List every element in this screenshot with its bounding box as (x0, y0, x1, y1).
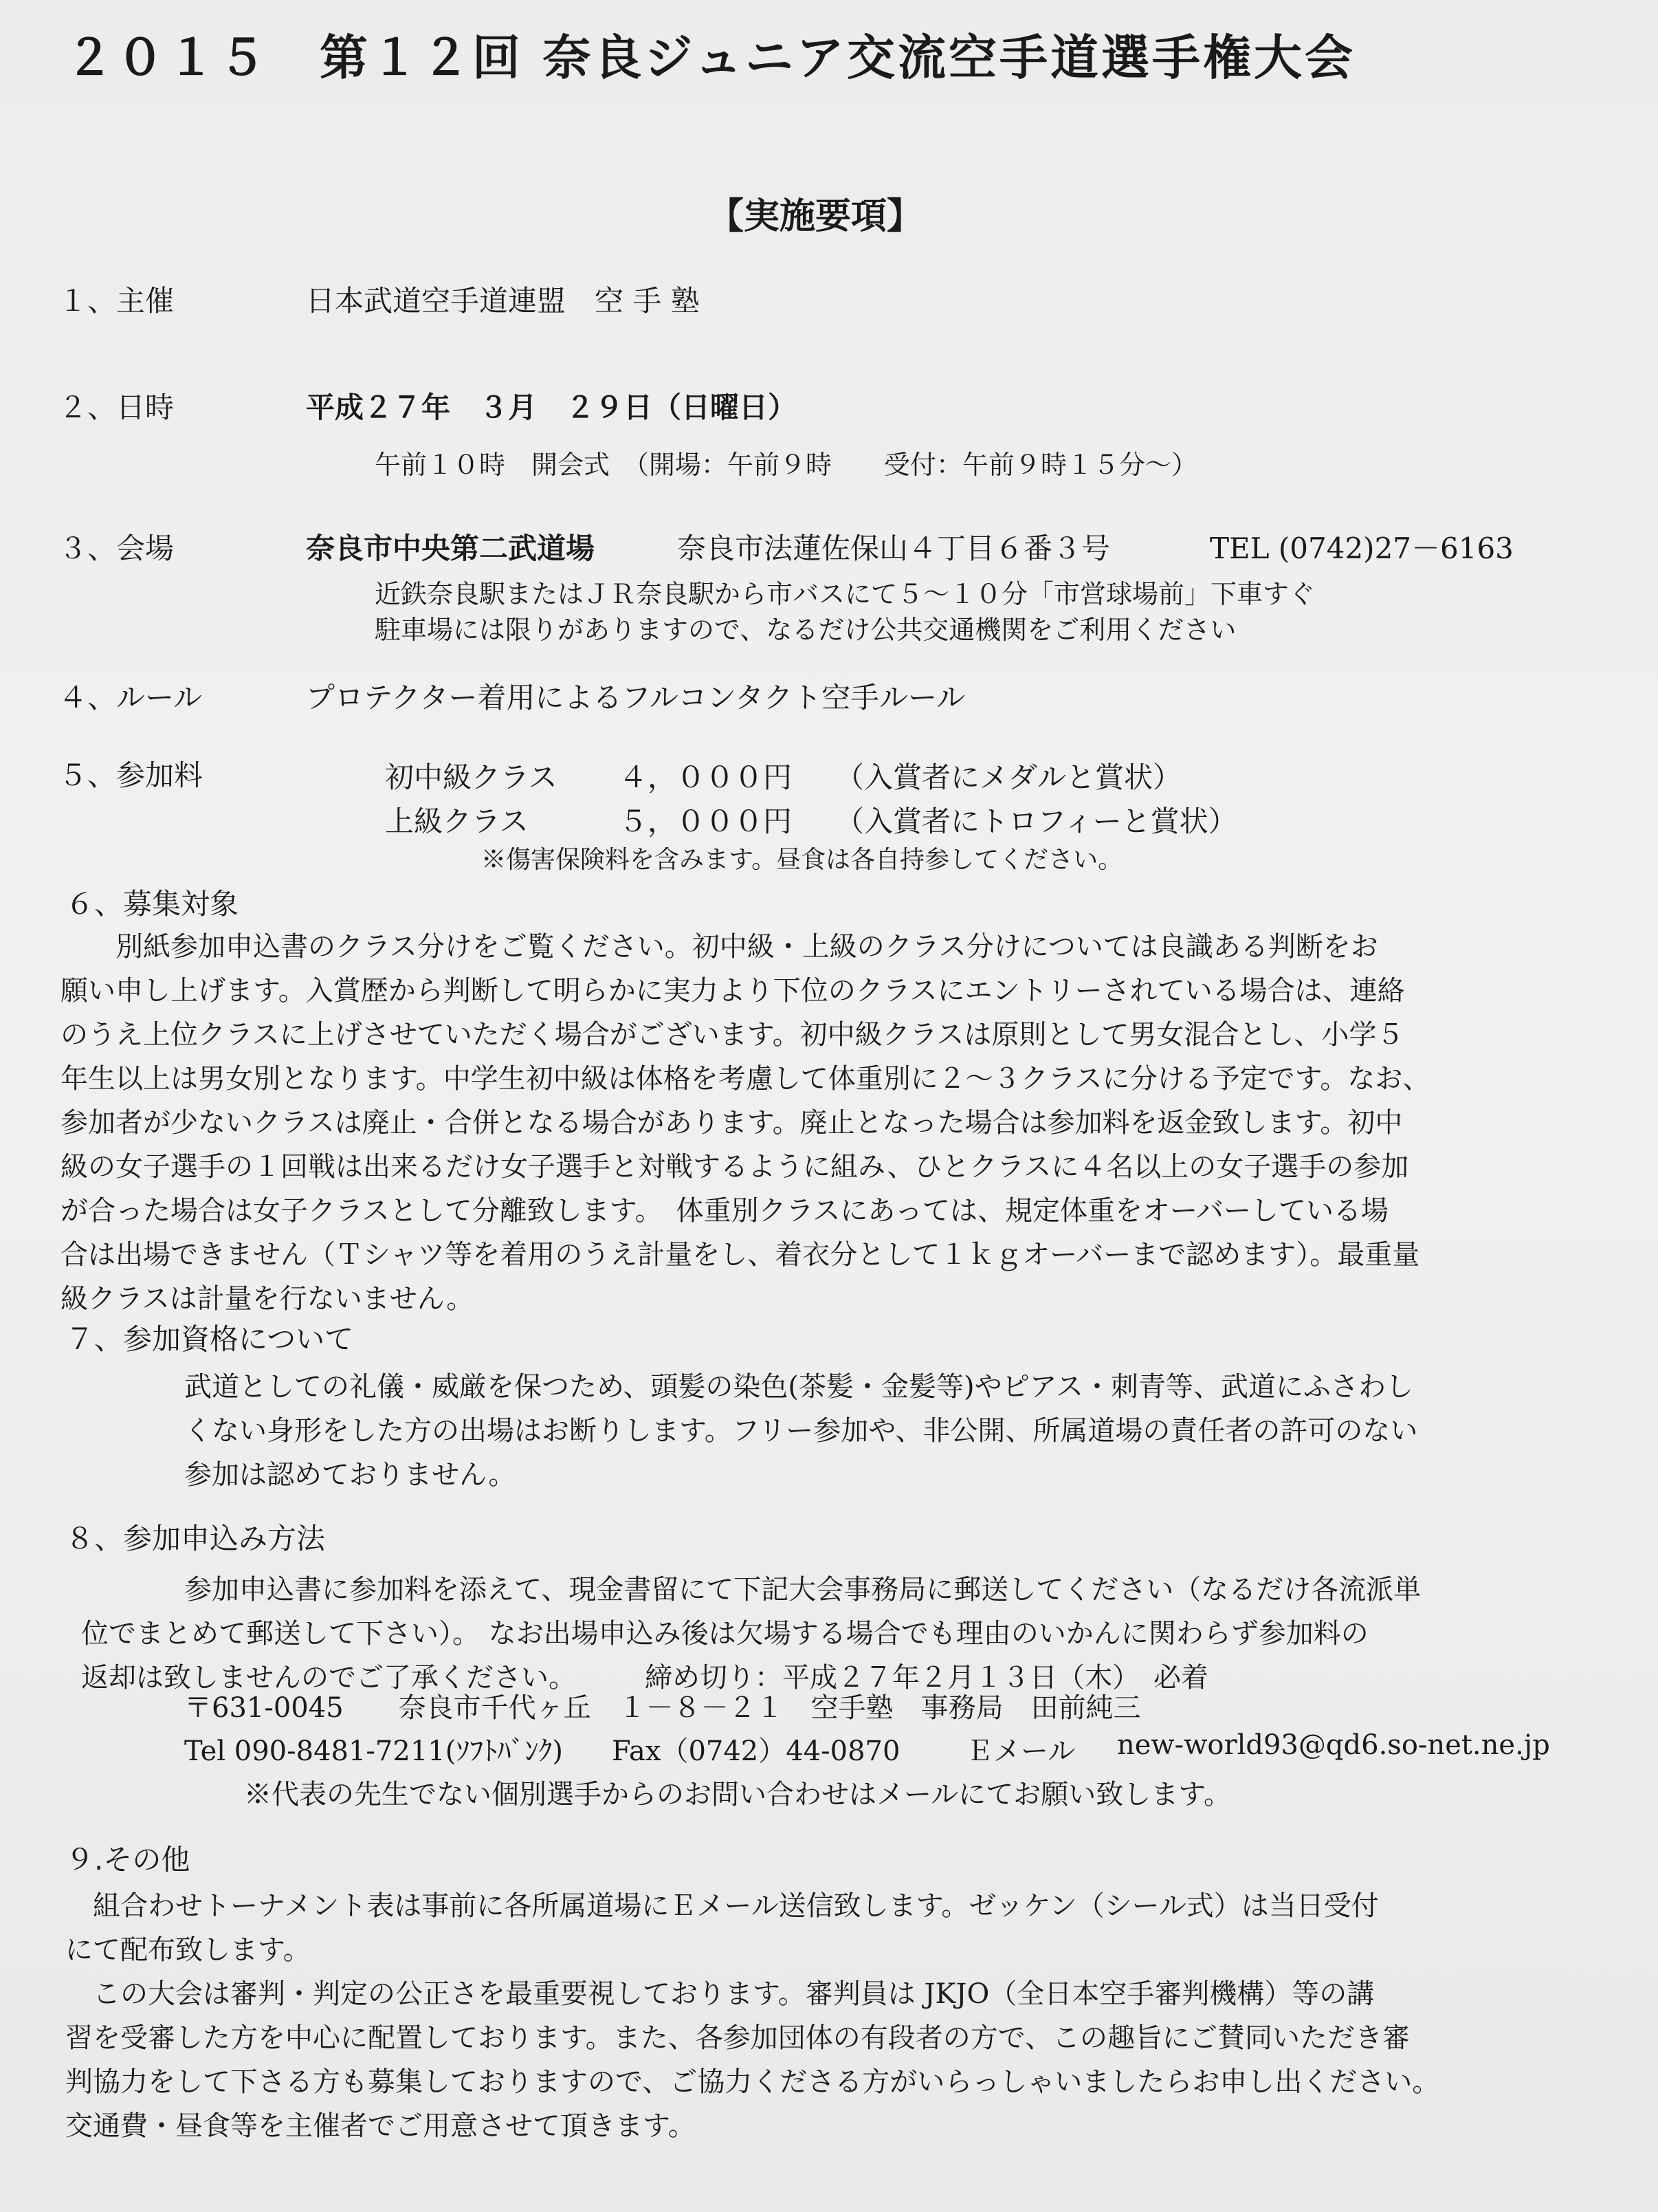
section-7-line: 参加は認めておりません。 (184, 1459, 516, 1491)
section-7-label: ７、参加資格について (65, 1322, 354, 1356)
section-8-line: 参加申込書に参加料を添えて、現金書留にて下記大会事務局に郵送してください（なるだけ各流派単 (184, 1574, 1422, 1606)
section-3-label: ３、会場 (58, 532, 175, 565)
venue-access: 近鉄奈良駅またはＪＲ奈良駅から市バスにて５～１０分「市営球場前」下車すぐ (375, 579, 1316, 609)
fee-amount-2: ５，０００円 (619, 804, 793, 838)
section-7-line: くない身形をした方の出場はお断りします。フリー参加や、非公開、所属道場の責任者の許可のない (184, 1415, 1418, 1447)
event-date: 平成２７年 ３月 ２９日（日曜日） (306, 391, 797, 424)
section-7-line: 武道としての礼儀・威厳を保つため、頭髪の染色(茶髪・金髪等)やピアス・刺青等、武道にふさわし (184, 1371, 1414, 1403)
section-8-label: ８、参加申込み方法 (65, 1522, 326, 1555)
section-8-line: 位でまとめて郵送して下さい）。 なお出場申込み後は欠場する場合でも理由のいかんに関わらず参加料の (81, 1618, 1369, 1650)
section-9-line: 組合わせトーナメント表は事前に各所属道場にＥメール送信致します。ゼッケン（シール式）は当日受付 (65, 1890, 1379, 1922)
organizer: 日本武道空手道連盟 空 手 塾 (306, 284, 700, 318)
office-email[interactable]: new-world93@qd6.so-net.ne.jp (1117, 1729, 1550, 1761)
section-8-line: 返却は致しませんのでご了承ください。 締め切り：平成２７年２月１３日（木） 必着 (81, 1662, 1208, 1694)
venue-name: 奈良市中央第二武道場 (306, 532, 595, 565)
section-6-line: のうえ上位クラスに上げさせていただく場合がございます。初中級クラスは原則として男女混合とし、小学５ (60, 1019, 1404, 1051)
section-5-label: ５、参加料 (58, 758, 203, 792)
document-subtitle: 【実施要項】 (708, 196, 923, 237)
section-6-line: 級の女子選手の１回戦は出来るだけ女子選手と対戦するように組み、ひとクラスに４名以上の女子選手の参加 (60, 1151, 1409, 1183)
section-9-label: ９.その他 (65, 1843, 190, 1876)
inquiry-note: ※代表の先生でない個別選手からのお問い合わせはメールにてお願い致します。 (244, 1779, 1231, 1810)
section-9-line: にて配布致します。 (65, 1934, 311, 1966)
section-6-line: 参加者が少ないクラスは廃止・合併となる場合があります。廃止となった場合は参加料を返金致します。初中 (60, 1107, 1403, 1139)
section-9-line: 判協力をして下さる方も募集しておりますので、ご協力くださる方がいらっしゃいましたらお申し出ください。 (65, 2066, 1440, 2098)
fee-note-1: （入賞者にメダルと賞状） (835, 760, 1182, 794)
fee-class-2: 上級クラス (385, 804, 529, 838)
section-6-line: 願い申し上げます。入賞歴から判断して明らかに実力より下位のクラスにエントリーされている場合は、連絡 (60, 975, 1405, 1007)
rules: プロテクター着用によるフルコンタクト空手ルール (306, 681, 966, 714)
fee-insurance-note: ※傷害保険料を含みます。昼食は各自持参してください。 (481, 846, 1123, 874)
venue-address: 奈良市法蓮佐保山４丁目６番３号 (677, 532, 1111, 565)
section-6-line: が合った場合は女子クラスとして分離致します。 体重別クラスにあっては、規定体重をオーバーしている場 (60, 1195, 1389, 1227)
section-9-line: この大会は審判・判定の公正さを最重要視しております。審判員は JKJO（全日本空手審判機構）等の講 (65, 1978, 1375, 2010)
fee-class-1: 初中級クラス (385, 760, 557, 794)
section-6-body (60, 925, 1430, 1321)
document-title: ２０１５ 第１２回 奈良ジュニア交流空手道選手権大会 (65, 30, 1356, 86)
section-9-body (65, 1884, 1439, 2148)
office-fax: Fax（0742）44-0870 (612, 1735, 900, 1767)
office-tel: Tel 090-8481-7211(ｿﾌﾄﾊﾞﾝｸ) (184, 1735, 563, 1767)
fee-amount-1: ４，０００円 (619, 760, 793, 794)
section-9-line: 交通費・昼食等を主催者でご用意させて頂きます。 (65, 2110, 696, 2142)
section-1-label: １、主催 (58, 284, 175, 318)
section-4-label: ４、ルール (58, 681, 203, 714)
section-6-line: 合は出場できません（Ｔシャツ等を着用のうえ計量をし、着衣分として１ｋｇオーバーまで認めます）。最重量 (60, 1239, 1420, 1271)
section-6-line: 別紙参加申込書のクラス分けをご覧ください。初中級・上級のクラス分けについては良識ある判断をお (60, 931, 1378, 963)
section-6-line: 級クラスは計量を行ないません。 (60, 1283, 474, 1315)
section-9-line: 習を受審した方を中心に配置しております。また、各参加団体の有段者の方で、この趣旨にご賛同いただき審 (65, 2022, 1410, 2054)
venue-tel: TEL (0742)27－6163 (1210, 532, 1514, 565)
section-6-line: 年生以上は男女別となります。中学生初中級は体格を考慮して体重別に２～３クラスに分ける予定です。なお、 (60, 1063, 1430, 1095)
office-postal-address: 〒631-0045 奈良市千代ヶ丘 １－８－２１ 空手塾 事務局 田前純三 (184, 1692, 1141, 1724)
email-label: Ｅメール (966, 1735, 1076, 1767)
parking-note: 駐車場には限りがありますので、なるだけ公共交通機関をご利用ください (375, 615, 1237, 645)
section-7-body (184, 1365, 1417, 1497)
fee-note-2: （入賞者にトロフィーと賞状） (835, 804, 1237, 838)
section-2-label: ２、日時 (58, 391, 175, 424)
section-6-label: ６、募集対象 (65, 887, 239, 921)
section-8-body (81, 1568, 1422, 1700)
event-time-detail: 午前１０時 開会式 （開場：午前９時 受付：午前９時１５分～） (375, 450, 1198, 480)
